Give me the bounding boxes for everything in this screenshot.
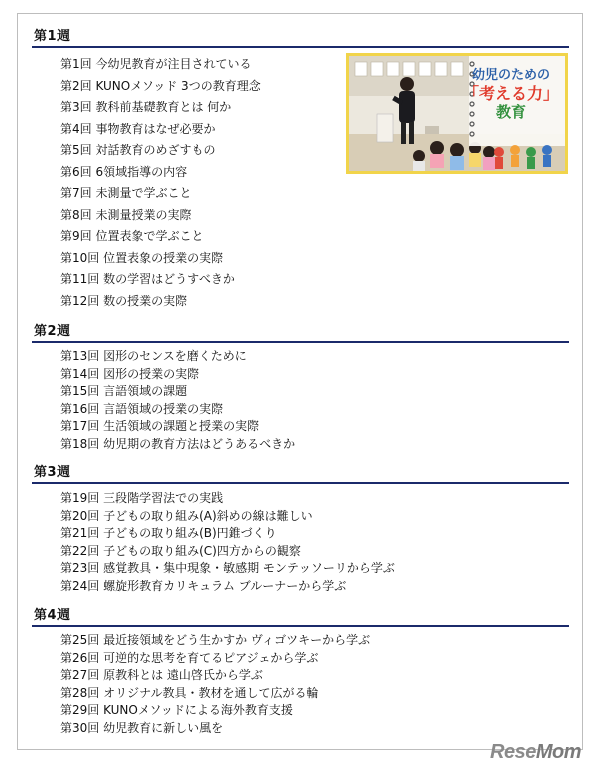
lesson-item: 第9回 位置表象で学ぶこと [60, 229, 204, 243]
lesson-item: 第4回 事物教育はなぜ必要か [60, 121, 216, 136]
photo-caption-line-3: 教育 [495, 102, 526, 121]
lesson-item: 第29回 KUNOメソッドによる海外教育支援 [60, 703, 293, 717]
lesson-item: 第16回 言語領域の授業の実際 [60, 401, 224, 416]
lesson-item: 第21回 子どもの取り組み(B)円錐づくり [60, 526, 277, 540]
week-4-lesson-list [60, 632, 370, 737]
week-1-lesson-list [60, 54, 261, 312]
lesson-item: 第22回 子どもの取り組み(C)四方からの観察 [60, 543, 301, 558]
lesson-item: 第2回 KUNOメソッド 3つの教育理念 [60, 78, 261, 93]
lesson-item: 第5回 対話教育のめざすもの [60, 143, 216, 157]
photo-caption-line-2: 「考える力」 [463, 83, 560, 103]
lesson-item: 第1回 今幼児教育が注目されている [60, 57, 252, 71]
lesson-item: 第25回 最近接領域をどう生かすか ヴィゴツキーから学ぶ [60, 633, 371, 647]
lesson-item: 第20回 子どもの取り組み(A)斜めの線は難しい [60, 508, 313, 523]
week-3-title: 第3週 [34, 465, 71, 480]
lesson-item: 第12回 数の授業の実際 [60, 293, 188, 308]
lesson-item: 第24回 螺旋形教育カリキュラム ブルーナーから学ぶ [60, 578, 347, 593]
lesson-item: 第30回 幼児教育に新しい風を [60, 720, 224, 735]
lesson-item: 第8回 未測量授業の実際 [60, 207, 192, 222]
lesson-item: 第26回 可逆的な思考を育てるピアジェから学ぶ [60, 650, 319, 665]
lesson-item: 第10回 位置表象の授業の実際 [60, 250, 224, 265]
logo-text-mom: Mom [535, 741, 581, 763]
lesson-item: 第28回 オリジナル教具・教材を通して広がる輪 [60, 685, 319, 700]
week-1-heading [32, 28, 569, 48]
logo-text-rese: Rese [490, 741, 536, 763]
lesson-item: 第17回 生活領域の課題と授業の実際 [60, 419, 260, 433]
lesson-item: 第23回 感覚教具・集中現象・敏感期 モンテッソーリから学ぶ [60, 561, 395, 575]
lesson-item: 第11回 数の学習はどうすべきか [60, 272, 235, 286]
week-1-title: 第1週 [34, 29, 71, 44]
lesson-item: 第7回 未測量で学ぶこと [60, 186, 192, 200]
week-2-lesson-list [60, 348, 295, 453]
classroom-photo [346, 53, 568, 174]
curriculum-panel [17, 13, 583, 750]
lesson-item: 第19回 三段階学習法での実践 [60, 491, 224, 505]
week-3-lesson-list [60, 490, 395, 595]
week-2-heading [32, 323, 569, 343]
lesson-item: 第6回 6領域指導の内容 [60, 164, 188, 179]
lesson-item: 第27回 原教科とは 遠山啓氏から学ぶ [60, 668, 263, 682]
lesson-item: 第18回 幼児期の教育方法はどうあるべきか [60, 436, 296, 451]
photo-caption [463, 68, 559, 121]
photo-caption-line-1: 幼児のための [471, 68, 550, 83]
lesson-item: 第13回 図形のセンスを磨くために [60, 349, 247, 363]
lesson-item: 第14回 図形の授業の実際 [60, 366, 200, 381]
lesson-item: 第3回 教科前基礎教育とは 何か [60, 100, 232, 114]
week-4-title: 第4週 [34, 608, 71, 623]
lesson-item: 第15回 言語領域の課題 [60, 384, 188, 398]
week-3-heading [32, 464, 569, 484]
week-4-heading [32, 607, 569, 627]
resemom-logo [490, 741, 581, 764]
week-2-title: 第2週 [34, 324, 71, 339]
